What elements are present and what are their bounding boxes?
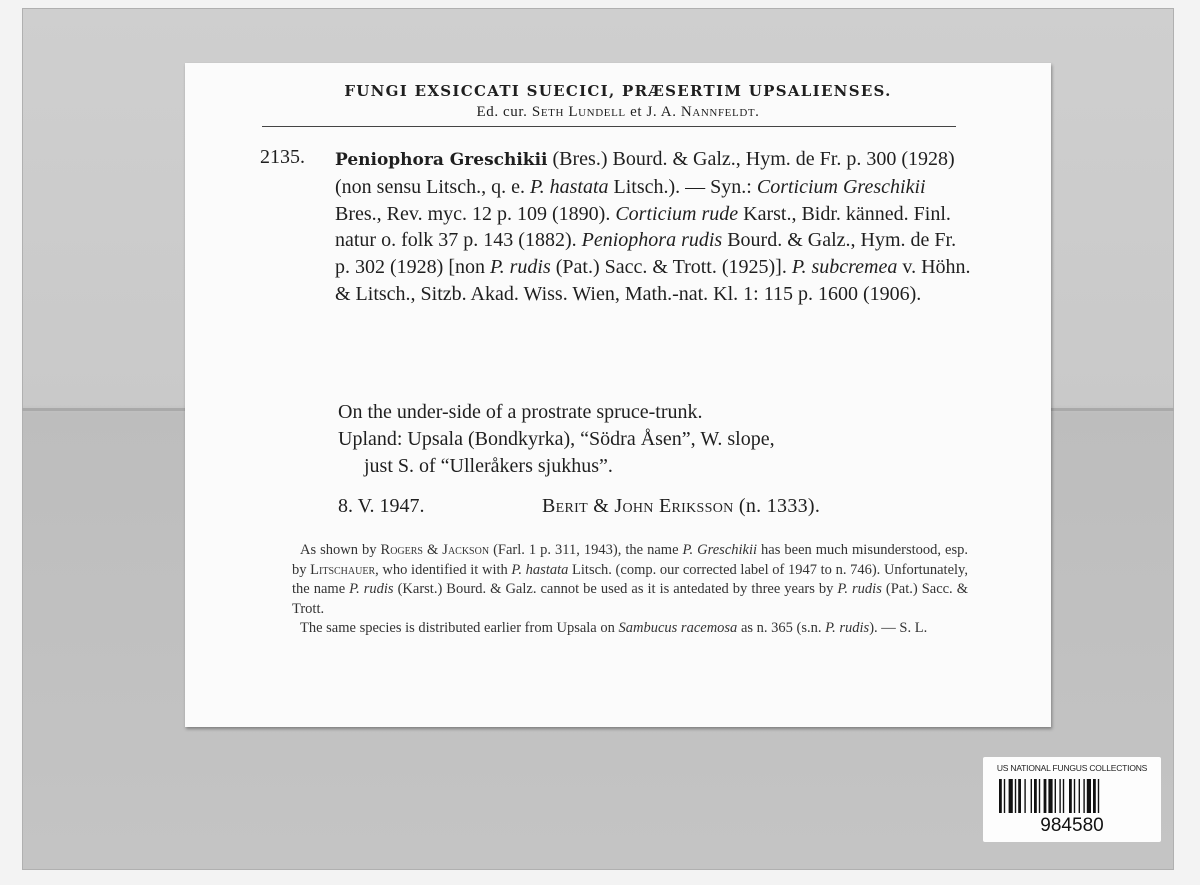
citation-taxon: Corticium Greschikii — [756, 175, 926, 198]
note-text: As shown by — [300, 542, 381, 558]
note-authors: Litschauer — [310, 561, 376, 578]
note-taxon: P. rudis — [837, 581, 882, 598]
collection-name: US NATIONAL FUNGUS COLLECTIONS — [996, 763, 1148, 773]
note-text: ). — S. L. — [869, 620, 928, 637]
editor-lundell: Seth Lundell — [531, 104, 626, 120]
note-text: , who identified it with — [375, 561, 512, 578]
locality-line: Upland: Upsala (Bondkyrka), “Södra Åsen”, W. slope, — [338, 428, 775, 450]
editorial-note — [292, 541, 968, 639]
note-text: (Pat.) Sacc. & Trott. — [292, 581, 968, 617]
note-paragraph — [292, 619, 968, 639]
note-taxon: P. rudis — [825, 620, 870, 637]
citation-taxon: Corticium rude — [615, 202, 739, 225]
barcode-label — [983, 757, 1161, 842]
note-text: has been much misunderstood, esp. by — [292, 542, 968, 578]
editors-prefix: Ed. cur. — [476, 104, 528, 120]
citation-taxon: P. rudis — [489, 256, 551, 279]
collectors — [542, 495, 820, 518]
note-taxon: Sambucus racemosa — [618, 620, 738, 637]
barcode-icon — [997, 777, 1147, 815]
note-text: (Farl. 1 p. 311, 1943), the name — [489, 542, 683, 558]
exsiccata-number: 2135. — [260, 146, 305, 168]
specimen-label — [185, 63, 1051, 727]
citation-taxon: P. hastata — [529, 175, 609, 198]
substrate-line: On the under-side of a prostrate spruce-trunk. — [338, 401, 703, 423]
note-text: Litsch. (comp. our corrected label of 1947 to n. 746). Unfortunately, the name — [292, 561, 968, 598]
citation-text: Litsch.). — Syn.: — [608, 175, 757, 198]
locality-line-cont: just S. of “Ulleråkers sjukhus”. — [364, 455, 613, 477]
locality — [338, 399, 998, 480]
editors-et: et — [630, 104, 643, 120]
label-title: FUNGI EXSICCATI SUECICI, PRÆSERTIM UPSALIENSES. — [344, 82, 892, 100]
taxon-citation — [335, 146, 975, 308]
citation-taxon: P. subcremea — [791, 256, 898, 279]
barcode-number: 984580 — [1040, 815, 1104, 836]
citation-text: Bres., Rev. myc. 12 p. 109 (1890). — [335, 202, 616, 225]
note-taxon: P. hastata — [511, 561, 569, 578]
citation-taxon: Peniophora rudis — [581, 229, 723, 252]
note-taxon: P. rudis — [349, 581, 394, 598]
citation-text: (Bres.) Bourd. & Galz., Hym. de Fr. p. 300 (1928) (non sensu Litsch., q. e. — [335, 148, 955, 198]
note-text: The same species is distributed earlier from Upsala on — [300, 620, 619, 637]
collection-number: (n. 1333). — [738, 495, 821, 517]
species-name: Peniophora Greschikii — [335, 150, 548, 170]
label-editors — [185, 104, 1051, 121]
citation-text: v. Höhn. & Litsch., Sitzb. Akad. Wiss. Wien, Math.-nat. Kl. 1: 115 p. 1600 (1906). — [335, 256, 971, 305]
collector-names: Berit & John Eriksson — [542, 495, 734, 517]
note-authors: Rogers & Jackson — [380, 542, 490, 558]
citation-text: (Pat.) Sacc. & Trott. (1925)]. — [550, 256, 792, 279]
citation-text: Karst., Bidr. känned. Finl. natur o. folk 37 p. 143 (1882). — [335, 202, 951, 252]
editor-nannfeldt: J. A. Nannfeldt. — [646, 104, 760, 120]
note-paragraph — [292, 541, 968, 619]
note-text: as n. 365 (s.n. — [737, 620, 826, 637]
header-rule — [262, 126, 956, 127]
collection-date: 8. V. 1947. — [338, 495, 425, 517]
citation-text: Bourd. & Galz., Hym. de Fr. p. 302 (1928) [non — [335, 229, 957, 279]
note-text: (Karst.) Bourd. & Galz. cannot be used as it is antedated by three years by — [393, 581, 838, 598]
note-taxon: P. Greschikii — [682, 542, 758, 558]
